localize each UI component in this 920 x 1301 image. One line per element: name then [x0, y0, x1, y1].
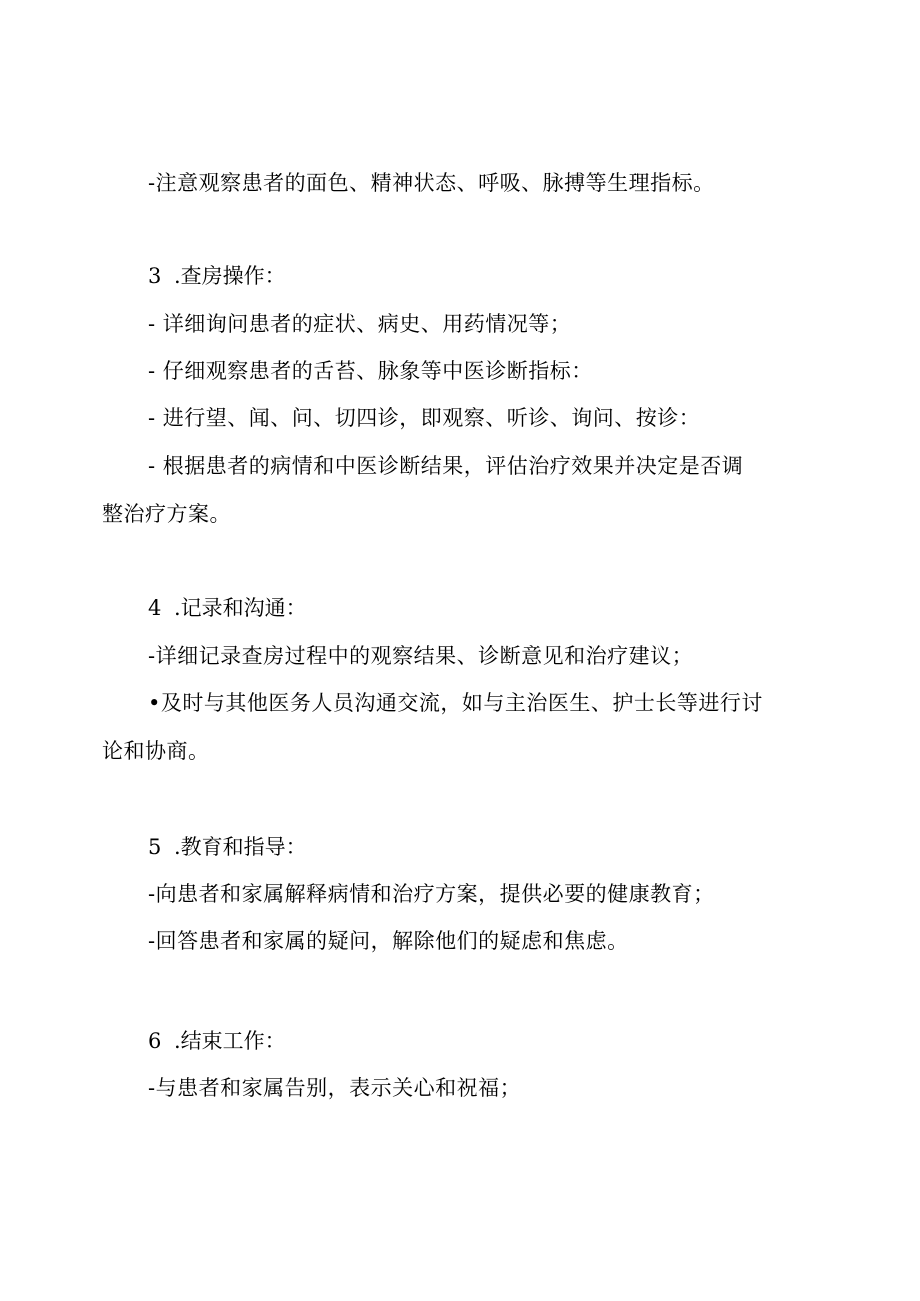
section-5-heading [148, 832, 307, 862]
section-3-item-1: - 详细询问患者的症状、病史、用药情况等； [148, 312, 572, 336]
section-4-item-2: •及时与其他医务人员沟通交流，如与主治医生、护士长等进行讨 [148, 691, 763, 715]
section-3-item-2: - 仔细观察患者的舌苔、脉象等中医诊断指标： [148, 359, 593, 383]
section-3-item-4: - 根据患者的病情和中医诊断结果，评估治疗效果并决定是否调 [148, 454, 744, 478]
section-5-title: .教育和指导： [174, 835, 307, 859]
section-4-item-1: -详细记录查房过程中的观察结果、诊断意见和治疗建议； [148, 644, 694, 668]
section-3-heading [148, 261, 286, 291]
section-6-number: 6 [148, 1029, 162, 1053]
section-3-title: .查房操作： [174, 264, 286, 288]
section-6-heading [148, 1026, 286, 1056]
section-6-item-1: -与患者和家属告别，表示关心和祝福； [148, 1076, 522, 1100]
section-4-number: 4 [148, 596, 162, 620]
section-5-item-1: -向患者和家属解释病情和治疗方案，提供必要的健康教育； [148, 882, 715, 906]
section-4-heading [148, 593, 307, 623]
section-3-item-4-continuation: 整治疗方案。 [102, 502, 231, 526]
section-5-item-2: -回答患者和家属的疑问，解除他们的疑虑和焦虑。 [148, 929, 629, 953]
section-5-number: 5 [148, 835, 162, 859]
intro-bullet: -注意观察患者的面色、精神状态、呼吸、脉搏等生理指标。 [148, 171, 715, 195]
section-4-item-2-continuation: 论和协商。 [102, 739, 210, 763]
section-3-item-3: - 进行望、闻、问、切四诊，即观察、听诊、询问、按诊： [148, 406, 701, 430]
section-4-title: .记录和沟通： [174, 596, 307, 620]
section-3-number: 3 [148, 264, 162, 288]
section-6-title: .结束工作： [174, 1029, 286, 1053]
